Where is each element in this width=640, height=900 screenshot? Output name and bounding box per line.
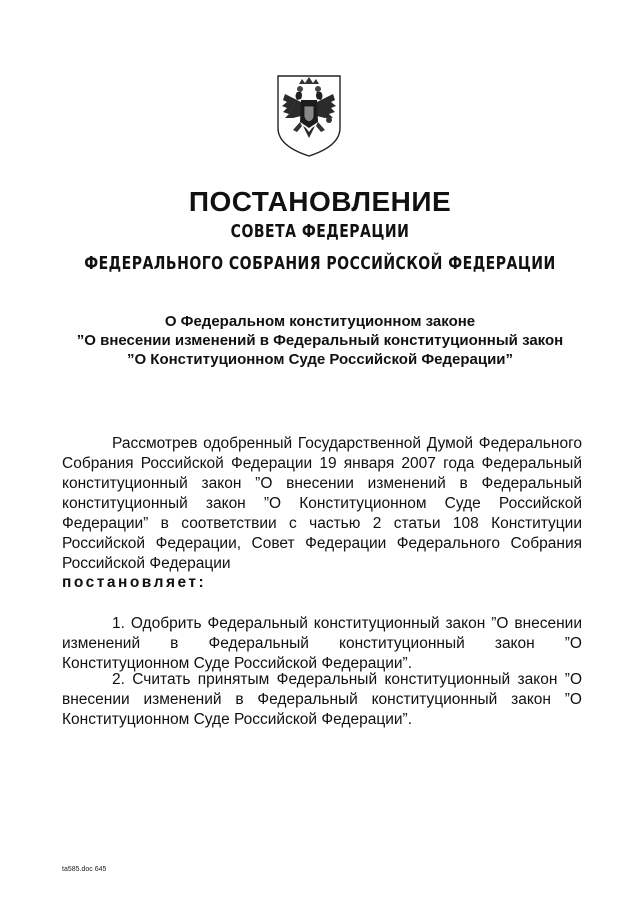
main-paragraph: Рассмотрев одобренный Государственной Думой Федерального Собрания Российской Федерации 19 января 2007 года Федеральный конституционный закон ”О внесении изменений в Федеральный конституционный закон ”О Конституционном Суде Российской Федерации” в соответствии с частью 2 статьи 108 Конституции Российской Федерации, Совет Федерации Федерального Собрания Российской Федерации xyxy=(62,435,582,572)
russian-coat-of-arms-icon xyxy=(275,72,343,158)
subject-line-1: О Федеральном конституционном законе xyxy=(164,313,476,330)
subject-line-3: ”О Конституционном Суде Российской Федерации” xyxy=(126,351,514,368)
emblem xyxy=(275,72,343,158)
issuing-body-line: СОВЕТА ФЕДЕРАЦИИ xyxy=(230,221,410,242)
resolution-item-1: 1. Одобрить Федеральный конституционный закон ”О внесении изменений в Федеральный конституционный закон ”О Конституционном Суде Российской Федерации”. xyxy=(62,615,582,672)
document-title: ПОСТАНОВЛЕНИЕ xyxy=(188,186,452,217)
resolves-word: постановляет: xyxy=(62,574,207,591)
subject-line-2: ”О внесении изменений в Федеральный конституционный закон xyxy=(76,332,564,349)
file-reference: ta585.doc 645 xyxy=(62,866,107,873)
issuing-body-line-2: ФЕДЕРАЛЬНОГО СОБРАНИЯ РОССИЙСКОЙ ФЕДЕРАЦИИ xyxy=(84,253,556,274)
document-subject xyxy=(0,312,640,369)
resolution-item-2: 2. Считать принятым Федеральный конституционный закон ”О внесении изменений в Федеральный конституционный закон ”О Конституционном Суде Российской Федерации”. xyxy=(62,671,582,728)
